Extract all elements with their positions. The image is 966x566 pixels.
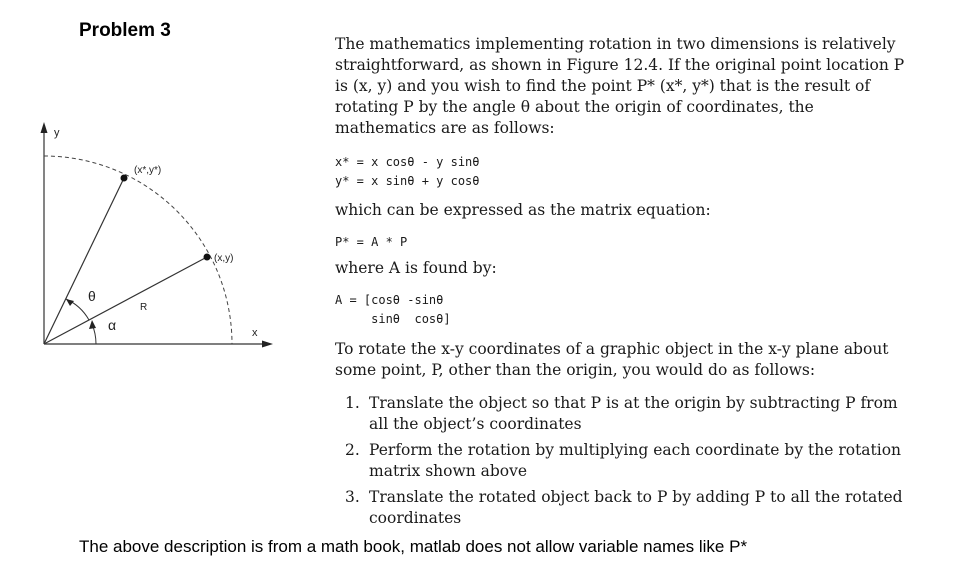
matrix-definition-text: where A is found by: (335, 259, 497, 277)
list-item (345, 393, 905, 435)
step-number: 1. (345, 394, 360, 412)
rotated-point-label: (x*,y*) (134, 165, 162, 176)
step-text: Translate the rotated object back to P by adding P to all the rotated coordinates (369, 488, 903, 527)
list-item (345, 487, 905, 529)
rotation-equations: x* = x cosθ - y sinθ y* = x sinθ + y cosθ (335, 155, 480, 188)
step-number: 3. (345, 488, 360, 506)
x-axis-arrowhead (262, 341, 273, 348)
matrix-equation: P* = A * P (335, 235, 408, 249)
intro-paragraph: The mathematics implementing rotation in two dimensions is relatively straightforward, as shown in Figure 12.4. If the original point location P is (x, y) and you wish to find the point P* (x*, y*) that is the result of rotating P by the angle θ about the origin of coordinates, the mathematics are as follows: (335, 35, 905, 137)
alpha-arrowhead (89, 320, 96, 329)
step-text: Translate the object so that P is at the origin by subtracting P from all the object’s coordinates (369, 394, 898, 433)
step-text: Perform the rotation by multiplying each coordinate by the rotation matrix shown above (369, 441, 902, 480)
footer-note: The above description is from a math book, matlab does not allow variable names like P* (79, 537, 748, 556)
y-axis-label: y (54, 127, 60, 139)
list-item (345, 440, 905, 482)
problem-heading: Problem 3 (79, 20, 171, 41)
rotation-matrix: A = [cosθ -sinθ sinθ cosθ] (335, 293, 451, 326)
procedure-paragraph: To rotate the x-y coordinates of a graphic object in the x-y plane about some point, P, other than the origin, you would do as follows: (335, 340, 889, 379)
rotation-figure (36, 118, 281, 353)
original-point (204, 254, 211, 261)
rotated-point (121, 175, 128, 182)
procedure-steps (345, 393, 905, 534)
x-axis-label: x (252, 327, 258, 339)
y-axis-arrowhead (41, 122, 48, 133)
matrix-intro-text: which can be expressed as the matrix equation: (335, 201, 711, 219)
theta-label: θ (88, 288, 96, 304)
step-number: 2. (345, 441, 360, 459)
original-point-label: (x,y) (214, 253, 234, 264)
alpha-label: α (108, 317, 117, 333)
radius-label: R (140, 302, 148, 313)
rotation-arc (44, 156, 232, 344)
